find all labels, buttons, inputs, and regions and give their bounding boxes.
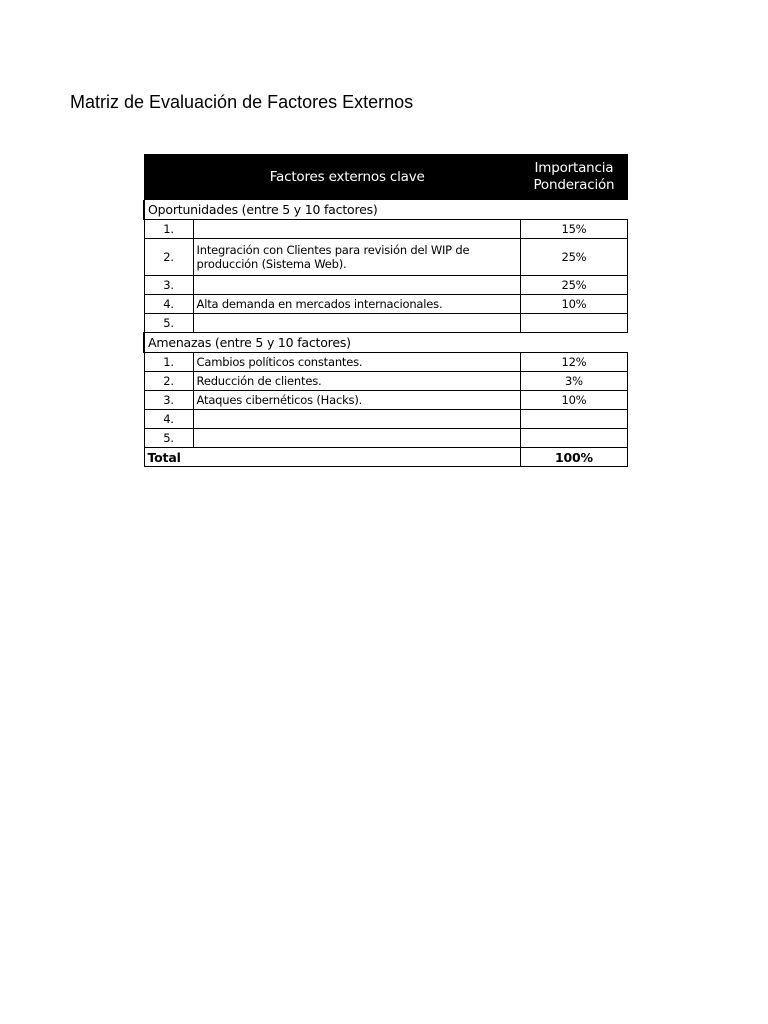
row-weight[interactable]: 15% — [520, 220, 627, 239]
table-row — [144, 314, 628, 333]
row-number: 4. — [144, 410, 193, 429]
header-weight — [520, 154, 627, 200]
total-weight: 100% — [520, 448, 627, 467]
row-weight[interactable] — [520, 410, 627, 429]
row-weight[interactable]: 12% — [520, 353, 627, 372]
row-weight[interactable]: 10% — [520, 391, 627, 410]
row-factor[interactable]: Integración con Clientes para revisión del WIP de producción (Sistema Web). — [193, 239, 520, 276]
header-factor: Factores externos clave — [144, 154, 520, 200]
header-weight-line1: Importancia — [534, 160, 614, 176]
row-factor[interactable]: Ataques cibernéticos (Hacks). — [193, 391, 520, 410]
section-threats — [144, 333, 628, 353]
table-row — [144, 353, 628, 372]
table-row — [144, 391, 628, 410]
header-weight-line2: Ponderación — [533, 177, 615, 193]
row-number: 2. — [144, 239, 193, 276]
row-factor[interactable] — [193, 410, 520, 429]
row-number: 1. — [144, 353, 193, 372]
table-row — [144, 372, 628, 391]
document-title: Matriz de Evaluación de Factores Externos — [70, 92, 414, 112]
table-row — [144, 239, 628, 276]
row-factor[interactable]: Reducción de clientes. — [193, 372, 520, 391]
table-row — [144, 410, 628, 429]
row-weight[interactable]: 25% — [520, 276, 627, 295]
section-threats-label: Amenazas (entre 5 y 10 factores) — [144, 333, 628, 353]
row-number: 3. — [144, 391, 193, 410]
row-number: 5. — [144, 429, 193, 448]
header-row — [144, 154, 628, 200]
table-row — [144, 429, 628, 448]
row-factor[interactable] — [193, 314, 520, 333]
table-row — [144, 295, 628, 314]
row-weight[interactable]: 3% — [520, 372, 627, 391]
row-weight[interactable] — [520, 429, 627, 448]
row-factor[interactable] — [193, 429, 520, 448]
total-row — [144, 448, 628, 467]
row-number: 3. — [144, 276, 193, 295]
row-factor[interactable] — [193, 220, 520, 239]
row-weight[interactable] — [520, 314, 627, 333]
row-factor[interactable]: Alta demanda en mercados internacionales. — [193, 295, 520, 314]
row-factor[interactable]: Cambios políticos constantes. — [193, 353, 520, 372]
row-factor[interactable] — [193, 276, 520, 295]
section-opportunities-label: Oportunidades (entre 5 y 10 factores) — [144, 200, 628, 220]
row-number: 4. — [144, 295, 193, 314]
total-label: Total — [144, 448, 520, 467]
row-number: 5. — [144, 314, 193, 333]
external-factors-matrix — [143, 154, 628, 467]
row-weight[interactable]: 10% — [520, 295, 627, 314]
section-opportunities — [144, 200, 628, 220]
table-row — [144, 220, 628, 239]
row-weight[interactable]: 25% — [520, 239, 627, 276]
row-number: 2. — [144, 372, 193, 391]
row-number: 1. — [144, 220, 193, 239]
table-row — [144, 276, 628, 295]
